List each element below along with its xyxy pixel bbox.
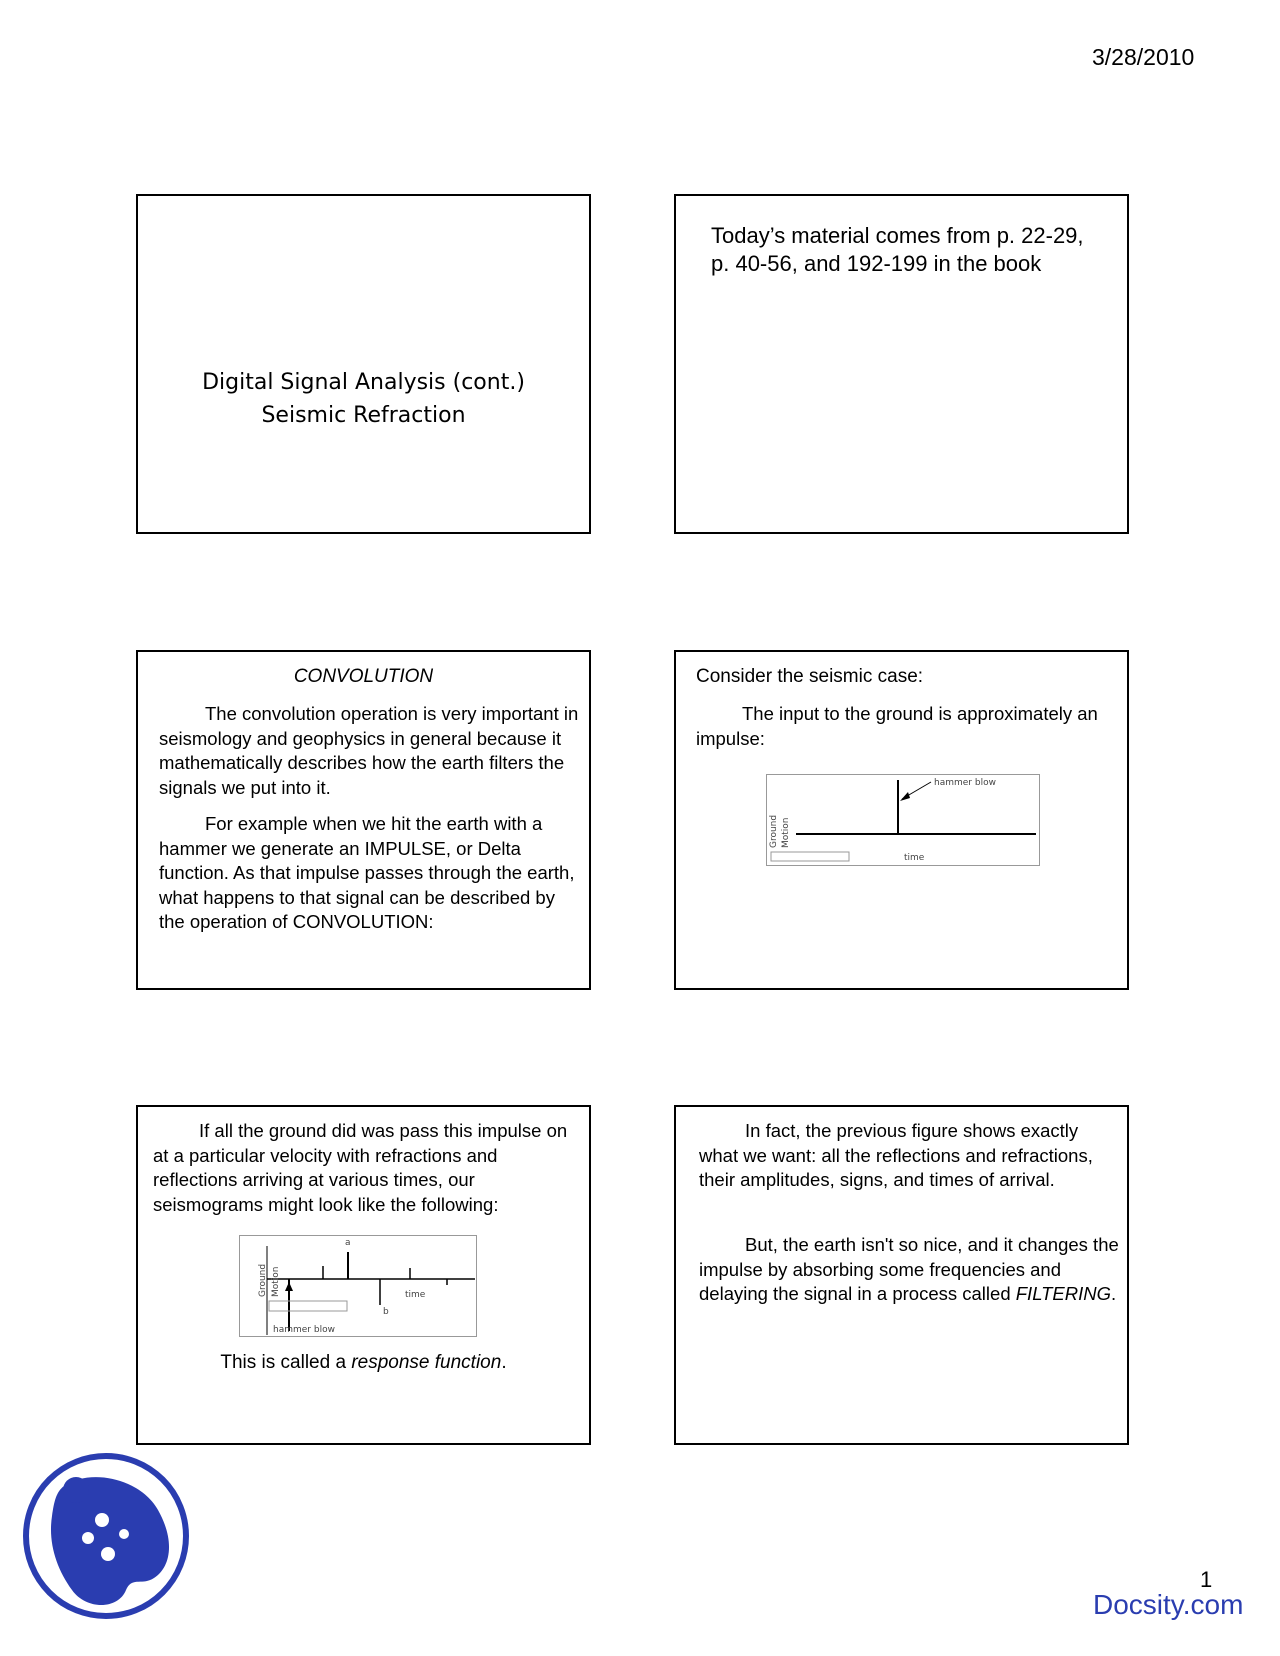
filtering-para2-suffix: . <box>1111 1283 1117 1304</box>
y-axis-label-1: Ground <box>769 814 779 848</box>
slide-title <box>136 194 591 534</box>
arrival-b-label: b <box>383 1307 389 1317</box>
y-axis-label-2: Motion <box>271 1266 281 1297</box>
convolution-paragraph-2: For example when we hit the earth with a hammer we generate an IMPULSE, or Delta function. As that impulse passes through the earth, what happens to that signal can be described by the operation of CONVOLUTION: <box>159 813 575 932</box>
slide-response-function <box>136 1105 591 1445</box>
page-number: 1 <box>1200 1567 1213 1592</box>
caption-prefix: This is called a <box>220 1352 352 1373</box>
impulse-figure <box>766 774 1040 866</box>
material-line-1: Today’s material comes from p. 22-29, <box>711 223 1084 248</box>
filtering-paragraph-1: In fact, the previous figure shows exactly what we want: all the reflections and refractions, their amplitudes, signs, and times of arrival. <box>699 1120 1093 1190</box>
slide-title-text <box>138 366 589 432</box>
caption-term: response function <box>351 1352 502 1373</box>
filtering-paragraph-2 <box>699 1233 1119 1307</box>
slide-material <box>674 194 1129 534</box>
response-figure <box>239 1235 477 1337</box>
title-line-1: Digital Signal Analysis (cont.) <box>202 370 525 395</box>
arrival-a-label: a <box>345 1238 351 1248</box>
seismic-case-paragraph: The input to the ground is approximately an impulse: <box>696 703 1098 749</box>
time-axis-label: time <box>405 1290 426 1300</box>
material-line-2: p. 40-56, and 192-199 in the book <box>711 251 1042 276</box>
convolution-paragraph-1: The convolution operation is very important in seismology and geophysics in general because it mathematically describes how the earth filters the signals we put into it. <box>159 703 579 798</box>
slide-seismic-case <box>674 650 1129 990</box>
document-date: 3/28/2010 <box>1092 44 1195 70</box>
response-paragraph: If all the ground did was pass this impulse on at a particular velocity with refractions and reflections arriving at various times, our seismograms might look like the following: <box>153 1120 568 1215</box>
y-axis-label-1: Ground <box>258 1263 268 1297</box>
caption-suffix: . <box>501 1352 507 1373</box>
filtering-para2-prefix: But, the earth isn't so nice, and it changes the impulse by absorbing some frequencies and delaying the signal in a process called <box>699 1234 1119 1304</box>
material-text <box>711 222 1084 278</box>
y-axis-label-2: Motion <box>781 817 791 848</box>
filtering-term: FILTERING <box>1015 1283 1111 1304</box>
hammer-blow-label: hammer blow <box>934 778 996 788</box>
convolution-heading: CONVOLUTION <box>293 666 434 687</box>
response-caption <box>138 1352 589 1374</box>
slide-convolution <box>136 650 591 990</box>
seismic-case-heading: Consider the seismic case: <box>696 666 924 687</box>
docsity-logo-icon[interactable] <box>20 1450 192 1627</box>
time-axis-label: time <box>904 853 925 863</box>
hammer-blow-label: hammer blow <box>273 1325 335 1335</box>
brand-link[interactable]: Docsity.com <box>1093 1589 1244 1620</box>
slide-filtering <box>674 1105 1129 1445</box>
title-line-2: Seismic Refraction <box>261 403 466 428</box>
